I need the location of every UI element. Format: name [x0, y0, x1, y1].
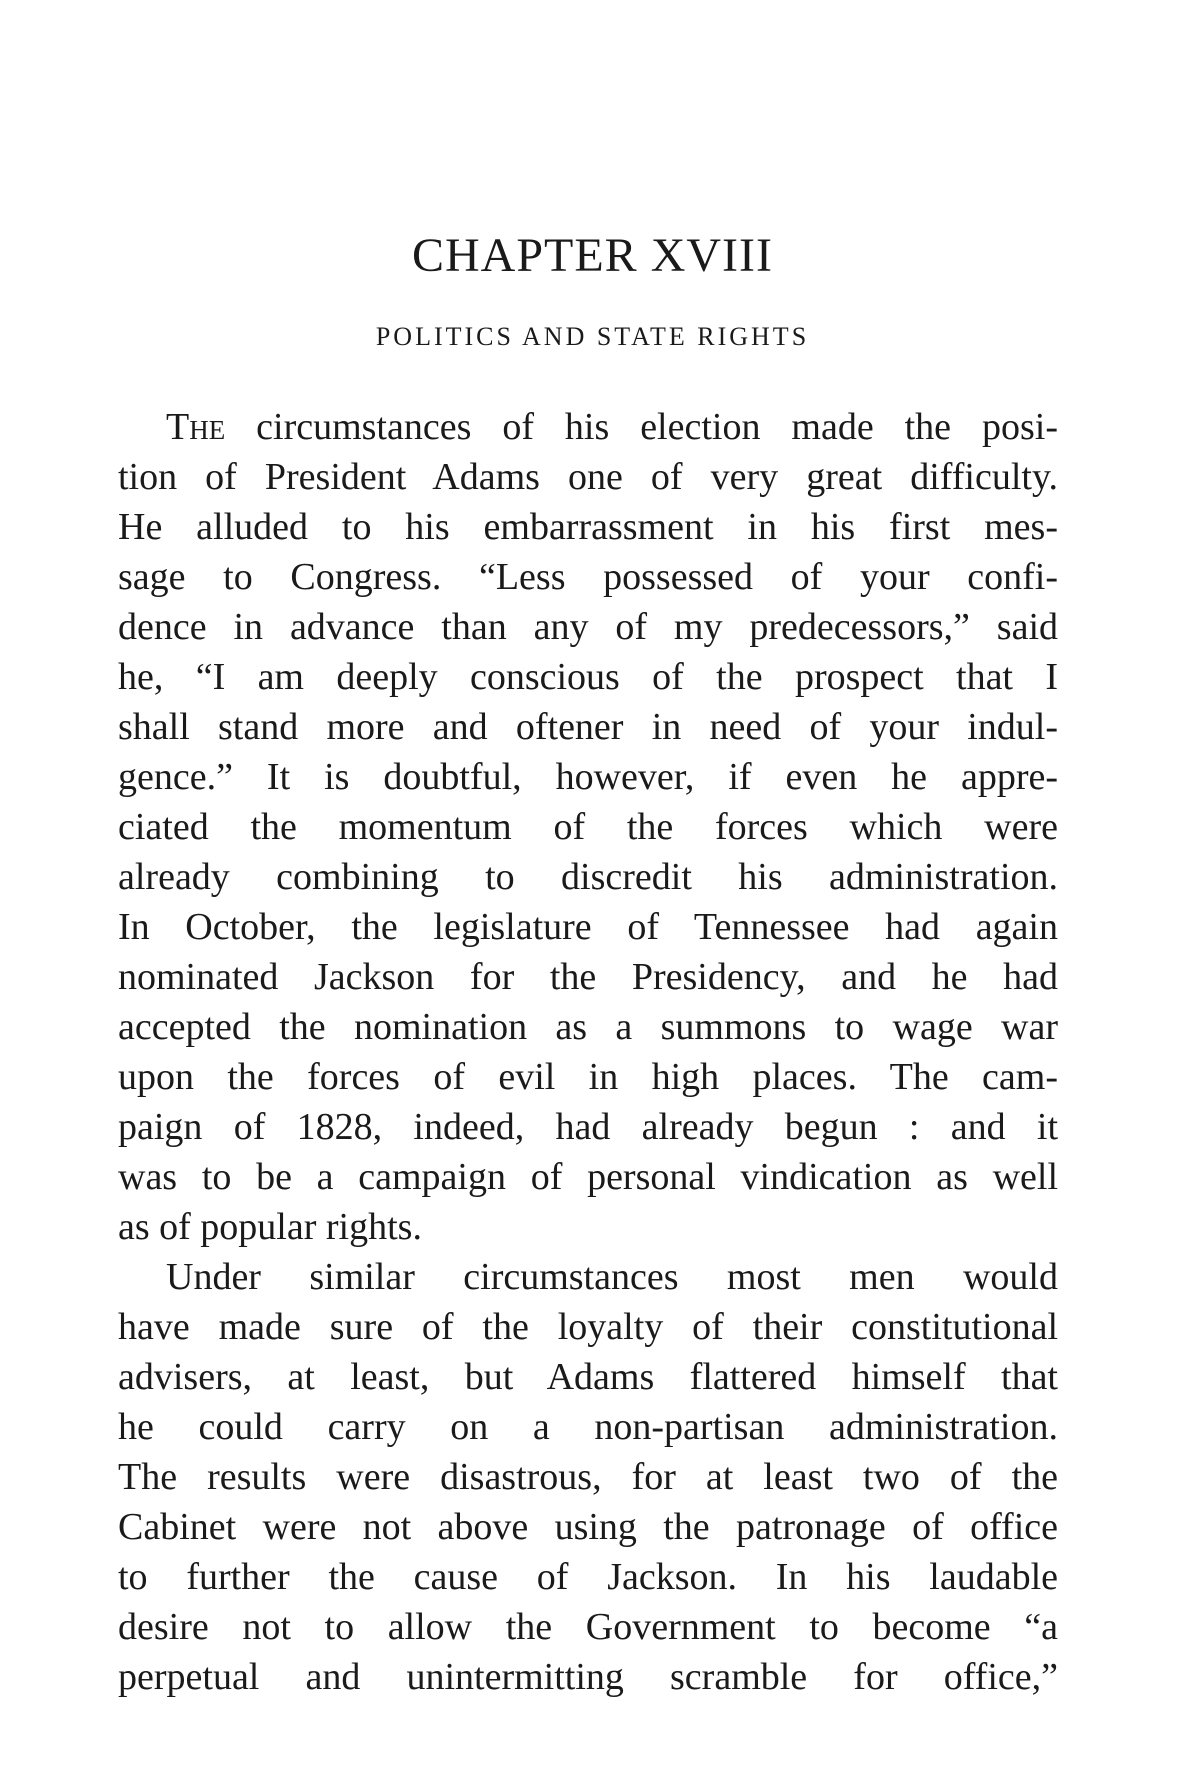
text-line: have made sure of the loyalty of their constitutional — [118, 1306, 1058, 1348]
text-line: he, “I am deeply conscious of the prospect that I — [118, 656, 1058, 698]
text-line: to further the cause of Jackson. In his laudable — [118, 1556, 1058, 1598]
text-line: shall stand more and oftener in need of your indul- — [118, 706, 1058, 748]
text-line: In October, the legislature of Tennessee had again — [118, 906, 1058, 948]
text-line: tion of President Adams one of very great difficulty. — [118, 456, 1058, 498]
text-line: was to be a campaign of personal vindication as well — [118, 1156, 1058, 1198]
text-line: gence.” It is doubtful, however, if even he appre- — [118, 756, 1058, 798]
text-line: already combining to discredit his administration. — [118, 856, 1058, 898]
text-line: he could carry on a non-partisan administration. — [118, 1406, 1058, 1448]
text-line: Cabinet were not above using the patronage of office — [118, 1506, 1058, 1548]
chapter-subtitle: POLITICS AND STATE RIGHTS — [375, 322, 810, 351]
text-line: The results were disastrous, for at least two of the — [118, 1456, 1058, 1498]
text-line: as of popular rights. — [118, 1206, 422, 1248]
paragraph-2 — [118, 1252, 1058, 1702]
paragraph-1 — [118, 402, 1058, 1252]
text-line: The circumstances of his election made the posi- — [166, 406, 1058, 448]
text-line: perpetual and unintermitting scramble for office,” — [118, 1656, 1058, 1698]
text-line: paign of 1828, indeed, had already begun : and it — [118, 1106, 1058, 1148]
text-line: desire not to allow the Government to become “a — [118, 1606, 1058, 1648]
text-line: sage to Congress. “Less possessed of your confi- — [118, 556, 1058, 598]
text-line: accepted the nomination as a summons to wage war — [118, 1006, 1058, 1048]
text-line: dence in advance than any of my predecessors,” said — [118, 606, 1058, 648]
text-line: He alluded to his embarrassment in his first mes- — [118, 506, 1058, 548]
text-line: nominated Jackson for the Presidency, and he had — [118, 956, 1058, 998]
text-line: advisers, at least, but Adams flattered himself that — [118, 1356, 1058, 1398]
text-line: ciated the momentum of the forces which were — [118, 806, 1058, 848]
text-line: upon the forces of evil in high places. The cam- — [118, 1056, 1058, 1098]
chapter-title: CHAPTER XVIII — [412, 229, 773, 282]
opening-word: The — [166, 406, 226, 448]
text-line: Under similar circumstances most men would — [166, 1256, 1058, 1298]
body-text — [118, 402, 1058, 1702]
